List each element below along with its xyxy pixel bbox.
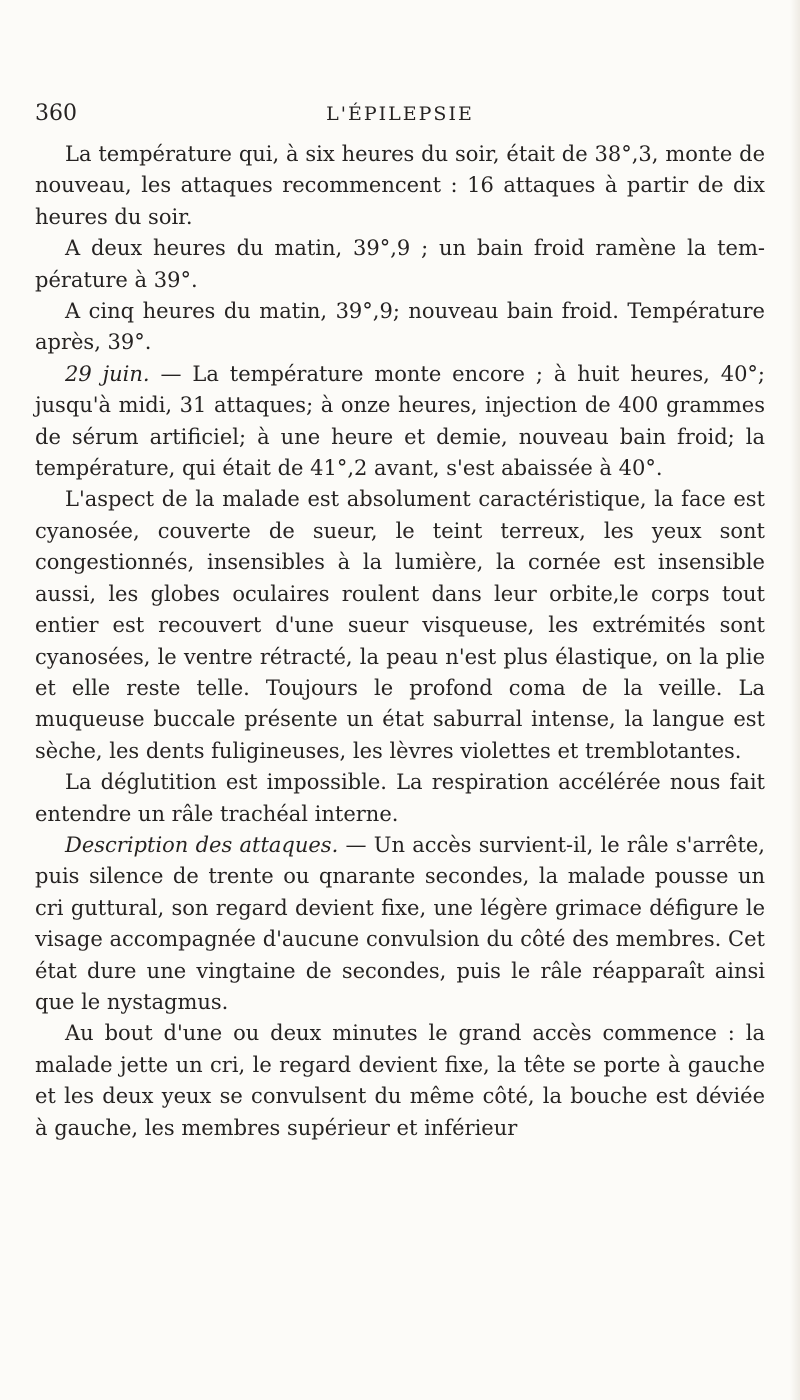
paragraph	[35, 767, 765, 830]
date-heading: 29 juin.	[65, 361, 150, 386]
paragraph	[35, 830, 765, 1018]
paragraph-text: A deux heures du matin, 39°,9 ; un bain froid ramène la température à 39°.	[35, 236, 765, 292]
section-heading: Description des attaques.	[65, 832, 339, 857]
paragraph-text: La température qui, à six heures du soir, était de 38°,3, monte de nouveau, les attaques recommencent : 16 attaques à partir de dix heures du soir.	[35, 142, 765, 229]
paragraph	[35, 139, 765, 233]
paragraph-text: Au bout d'une ou deux minutes le grand accès commence : la malade jette un cri, le regard devient fixe, la tête se porte à gauche et les deux yeux se convulsent du même côté, la bouche est déviée à gauche, les membres supérieur et inférieur	[35, 1021, 765, 1140]
page-edge	[790, 0, 800, 1400]
paragraph	[35, 359, 765, 485]
paragraph-text: A cinq heures du matin, 39°,9; nouveau bain froid. Température après, 39°.	[35, 299, 765, 355]
body-text	[35, 139, 765, 1144]
paragraph-text: — Un accès survient-il, le râle s'arrête, puis silence de trente ou qnarante secondes, la malade pousse un cri guttural, son regard devient fixe, une légère grimace défigure le visage accompagnée d'aucune convulsion du côté des membres. Cet état dure une vingtaine de secondes, puis le râle réapparaît ainsi que le nystagmus.	[35, 832, 765, 1014]
paragraph	[35, 233, 765, 296]
running-title: L'ÉPILEPSIE	[326, 103, 474, 125]
paragraph	[35, 296, 765, 359]
paragraph-text: — La température monte encore ; à huit heures, 40°; jusqu'à midi, 31 attaques; à onze heures, injection de 400 grammes de sérum artificiel; à une heure et demie, nouveau bain froid; la température, qui était de 41°,2 avant, s'est abaissée à 40°.	[35, 361, 766, 481]
paragraph	[35, 1018, 765, 1144]
paragraph-text: La déglutition est impossible. La respiration accélérée nous fait entendre un râle trachéal interne.	[35, 770, 765, 826]
page-header	[35, 100, 765, 140]
paragraph-text: L'aspect de la malade est absolument caractéristique, la face est cyanosée, couverte de sueur, le teint terreux, les yeux sont congestionnés, insensibles à la lumière, la cornée est insensible aussi, les globes oculaires roulent dans leur orbite,le corps tout entier est recouvert d'une sueur visqueuse, les extrémités sont cyanosées, le ventre rétracté, la peau n'est plus élastique, on la plie et elle reste telle. Toujours le profond coma de la veille. La muqueuse buccale présente un état saburral intense, la langue est sèche, les dents fuligineuses, les lèvres violettes et tremblotantes.	[35, 487, 765, 763]
page-number: 360	[35, 101, 77, 126]
paragraph	[35, 484, 765, 767]
